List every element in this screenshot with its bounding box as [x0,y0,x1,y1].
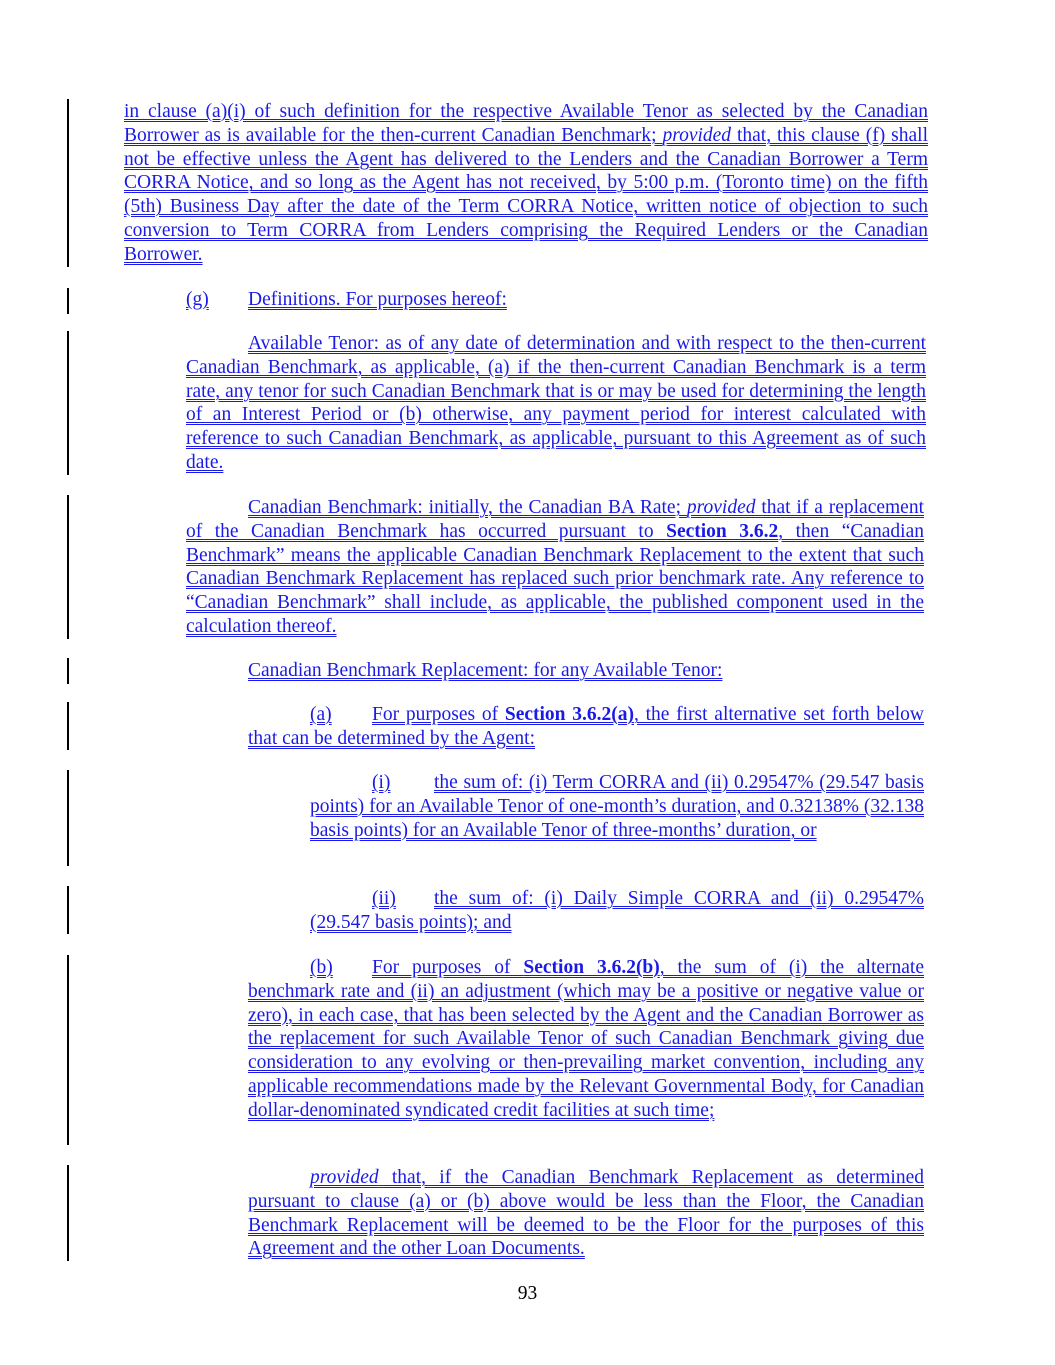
clause-a-i-label: (i) [372,772,391,793]
section-reference: Section 3.6.2 [666,520,779,542]
clause-g-heading [186,288,926,312]
cbr-clause-a-ii [310,887,924,935]
clause-a-i-text: the sum of: (i) Term CORRA and (ii) 0.29547% (29.547 basis points) for an Available Tenor of one-month’s duration, and 0.32138% (32.138 basis points) for an Available Tenor of three-months’ duration, or [310,772,924,841]
page-number: 93 [517,1283,538,1304]
change-bar [67,886,69,934]
clause-b-text-b: , the sum of (i) the alternate benchmark rate and (ii) an adjustment (which may be a positive or negative value or zero), in each case, that has been selected by the Agent and the Canadian Borrower as the replacement for such Available Tenor of such Canadian Benchmark giving due consideration to any evolving or then-prevailing market convention, including any applicable recommendations made by the Relevant Governmental Body, for Canadian dollar-denominated syndicated credit facilities at such time; [248,957,924,1121]
definition-cbr-heading [248,659,928,683]
clause-a-text-b: , the first alternative set forth below that can be determined by the Agent: [248,704,924,749]
clause-a-ii-label: (ii) [372,888,396,909]
change-bar [67,288,69,314]
change-bar [67,99,69,267]
change-bar [67,495,69,639]
definition-available-tenor [186,332,926,475]
cbr-clause-a [248,703,924,751]
clause-a-text-a: For purposes of [372,704,505,725]
section-reference: Section 3.6.2(b) [523,957,660,978]
canadian-benchmark-text-a: Canadian Benchmark: initially, the Canadian BA Rate; [248,497,687,518]
clause-a-label: (a) [310,704,332,725]
available-tenor-text: Available Tenor: as of any date of determination and with respect to the then-current Canadian Benchmark, as applicable, (a) if the then-current Canadian Benchmark is a term rate, any tenor for such Canadian Benchmark that is or may be used for determining the length of an Interest Period or (b) otherwise, any payment period for interest calculated with reference to such Canadian Benchmark, as applicable, pursuant to this Agreement as of such date. [186,333,926,473]
cbr-heading-text: Canadian Benchmark Replacement: for any Available Tenor: [248,660,723,681]
clause-g-text: Definitions. For purposes hereof: [248,289,507,310]
change-bar [67,1165,69,1261]
definition-canadian-benchmark [186,496,924,639]
clause-a-ii-text: the sum of: (i) Daily Simple CORRA and (ii) 0.29547% (29.547 basis points); and [310,888,924,933]
canadian-benchmark-text-c: , then “Canadian Benchmark” means the applicable Canadian Benchmark Replacement to the extent that such Canadian Benchmark Replacement has replaced such prior benchmark rate. Any reference to “Canadian Benchmark” shall include, as applicable, the published component used in the calculation thereof. [186,520,925,637]
clause-f-text-a: in clause (a)(i) of such definition for the respective Available Tenor as selected by the Canadian Borrower as is available for the then-current Canadian Benchmark; [124,101,928,146]
clause-b-text-a: For purposes of [372,957,524,978]
provided-term: provided [310,1167,379,1188]
provided-term: provided [662,124,732,146]
clause-b-label: (b) [310,957,333,978]
clause-f-continuation [124,100,928,267]
cbr-clause-a-i [310,771,924,842]
provided-term: provided [686,497,756,518]
clause-g-label: (g) [186,289,209,310]
cbr-proviso [248,1166,924,1261]
clause-f-text-b: that, this clause (f) shall not be effective unless the Agent has delivered to the Lenders and the Canadian Borrower a Term CORRA Notice, and so long as the Agent has not received, by 5:00 p.m. (Toronto time) on the fifth (5th) Business Day after the date of the Term CORRA Notice, written notice of objection to such conversion to Term CORRA from Lenders comprising the Required Lenders or the Canadian Borrower. [124,124,928,265]
change-bar [67,331,69,475]
proviso-text: that, if the Canadian Benchmark Replacement as determined pursuant to clause (a) or (b) above would be less than the Floor, the Canadian Benchmark Replacement will be deemed to be the Floor for the purposes of this Agreement and the other Loan Documents. [248,1167,924,1260]
cbr-clause-b [248,956,924,1123]
change-bar [67,770,69,866]
canadian-benchmark-text-b: that if a replacement of the Canadian Benchmark has occurred pursuant to [186,497,924,542]
section-reference: Section 3.6.2(a) [504,704,634,725]
change-bar [67,702,69,750]
change-bar [67,658,69,684]
change-bar [67,955,69,1145]
